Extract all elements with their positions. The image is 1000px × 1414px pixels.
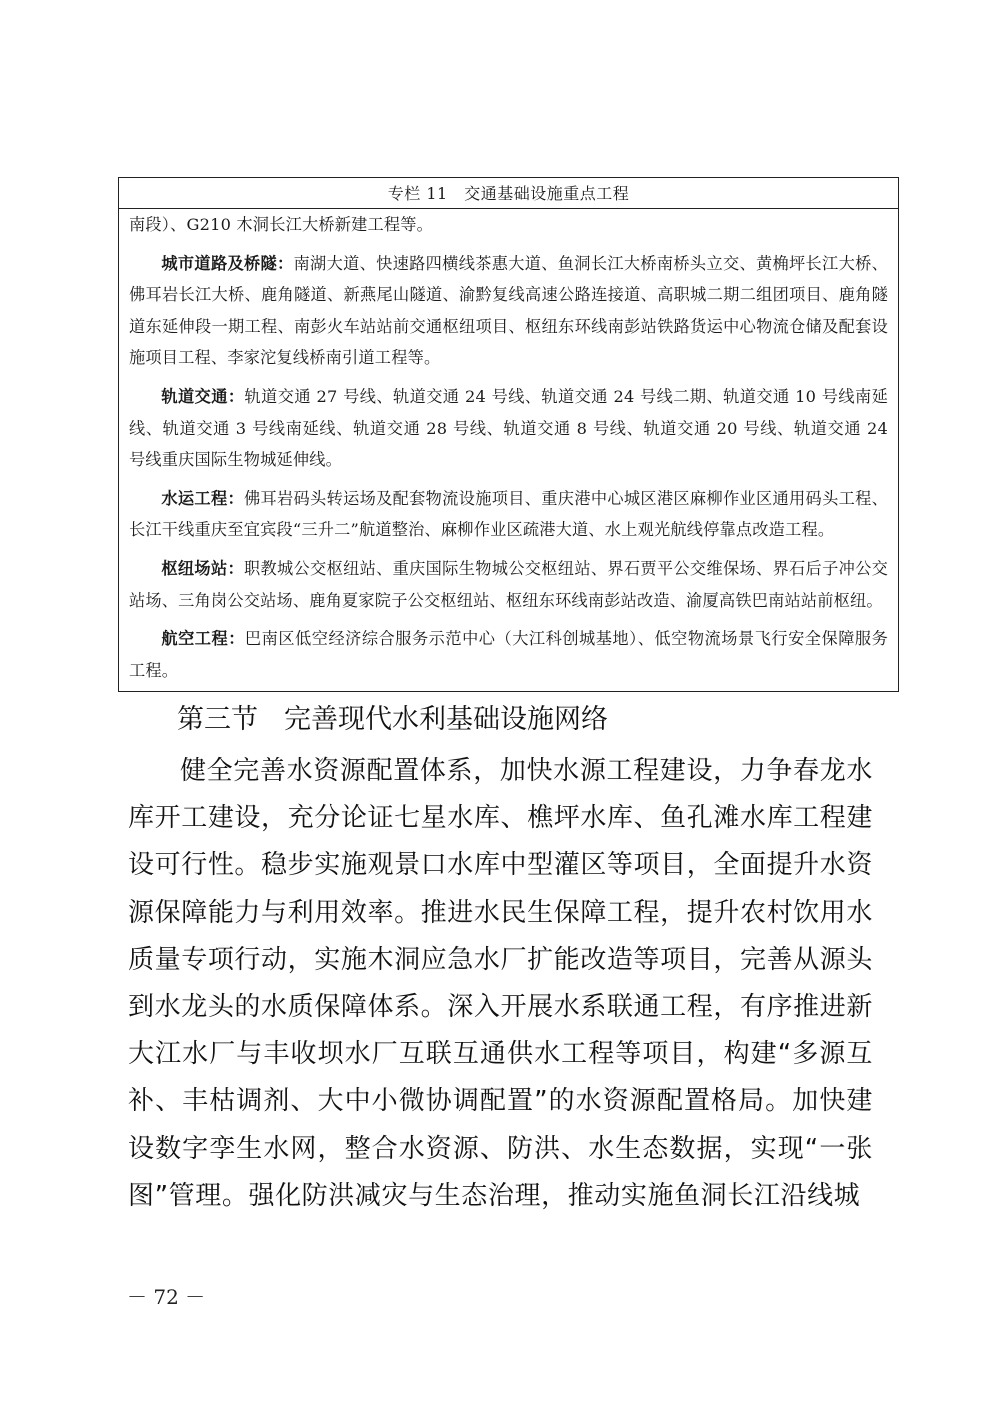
- item-lead: 轨道交通：: [161, 386, 245, 406]
- item-text: 佛耳岩码头转运场及配套物流设施项目、重庆港中心城区港区麻柳作业区通用码头工程、长江干线重庆至宜宾段“三升二”航道整治、麻柳作业区疏港大道、水上观光航线停靠点改造工程。: [129, 488, 889, 540]
- section-heading: [177, 700, 608, 740]
- box-continuation: 南段）、G210 木洞长江大桥新建工程等。: [129, 215, 434, 234]
- box-item-urban-roads: [129, 248, 888, 374]
- section-title: 完善现代水利基础设施网络: [284, 704, 608, 735]
- box-title: 专栏 11 交通基础设施重点工程: [119, 178, 898, 209]
- body-paragraph: 健全完善水资源配置体系，加快水源工程建设，力争春龙水库开工建设，充分论证七星水库、樵坪水库、鱼孔滩水库工程建设可行性。稳步实施观景口水库中型灌区等项目，全面提升水资源保障能力与利用效率。推进水民生保障工程，提升农村饮用水质量专项行动，实施木洞应急水厂扩能改造等项目，完善从源头到水龙头的水质保障体系。深入开展水系联通工程，有序推进新大江水厂与丰收坝水厂互联互通供水工程等项目，构建“多源互补、丰枯调剂、大中小微协调配置”的水资源配置格局。加快建设数字孪生水网，整合水资源、防洪、水生态数据，实现“一张图”管理。强化防洪减灾与生态治理，推动实施鱼洞长江沿线城: [128, 756, 873, 1211]
- item-lead: 枢纽场站：: [161, 558, 244, 578]
- item-text: 南湖大道、快速路四横线茶惠大道、鱼洞长江大桥南桥头立交、黄桷坪长江大桥、佛耳岩长江大桥、鹿角隧道、新燕尾山隧道、渝黔复线高速公路连接道、高职城二期二组团项目、鹿角隧道东延伸段一期工程、南彭火车站站前交通枢纽项目、枢纽东环线南彭站铁路货运中心物流仓储及配套设施项目工程、李家沱复线桥南引道工程等。: [129, 253, 888, 368]
- feature-box: [118, 177, 899, 692]
- box-body: [119, 209, 898, 686]
- box-item-aviation: [129, 623, 888, 686]
- item-lead: 水运工程：: [161, 488, 244, 508]
- box-item-water-transport: [129, 483, 888, 546]
- item-lead: 航空工程：: [161, 629, 245, 649]
- item-lead: 城市道路及桥隧：: [161, 253, 294, 273]
- section-number: 第三节: [177, 704, 258, 735]
- box-item-hub-stations: [129, 553, 888, 616]
- item-text: 轨道交通 27 号线、轨道交通 24 号线、轨道交通 24 号线二期、轨道交通 10 号线南延线、轨道交通 3 号线南延线、轨道交通 28 号线、轨道交通 8 号线、轨道交通 20 号线、轨道交通 24 号线重庆国际生物城延伸线。: [129, 386, 888, 470]
- item-text: 巴南区低空经济综合服务示范中心（大江科创城基地）、低空物流场景飞行安全保障服务工程。: [129, 629, 888, 680]
- box-item-rail-transit: [129, 381, 888, 476]
- page-number: － 72 －: [127, 1285, 206, 1309]
- item-text: 职教城公交枢纽站、重庆国际生物城公交枢纽站、界石贾平公交维保场、界石后子冲公交站场、三角岗公交站场、鹿角夏家院子公交枢纽站、枢纽东环线南彭站改造、渝厦高铁巴南站站前枢纽。: [129, 558, 889, 610]
